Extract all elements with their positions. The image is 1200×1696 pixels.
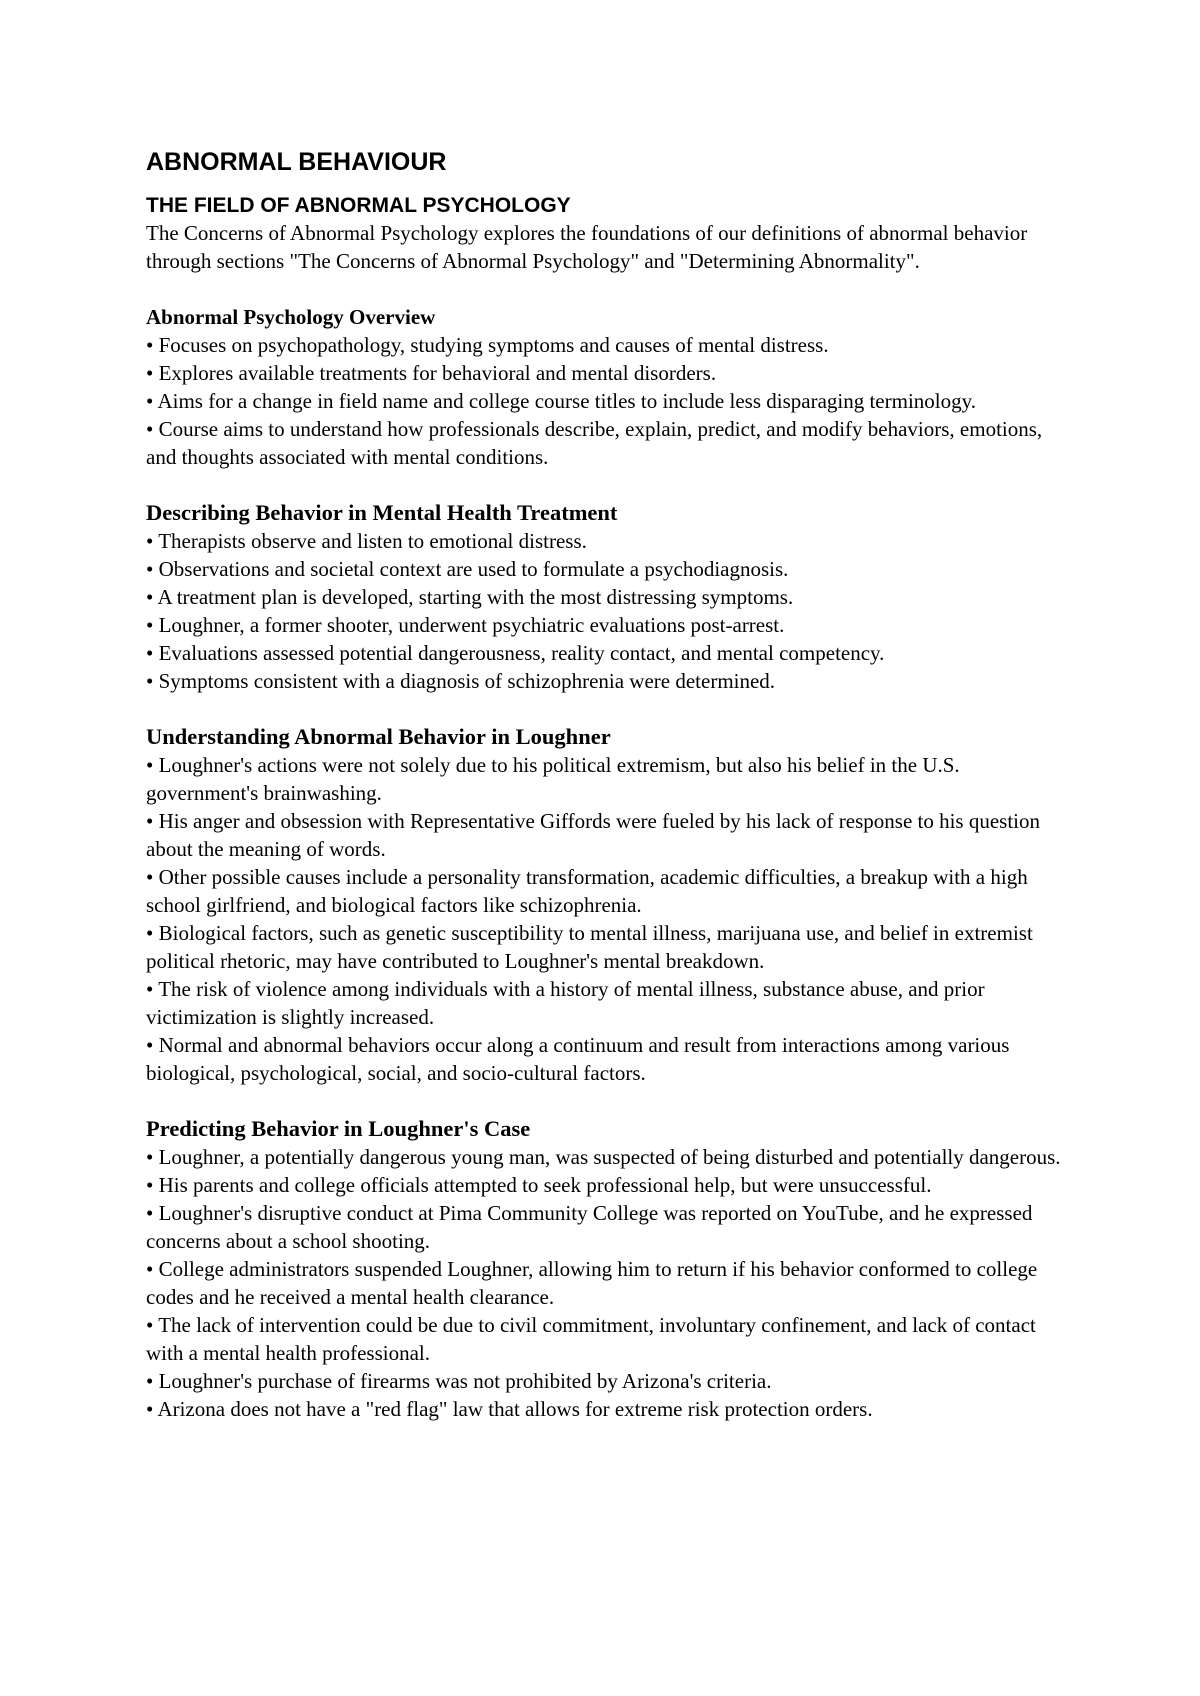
section-describing (146, 499, 1076, 695)
section-heading: Abnormal Psychology Overview (146, 305, 436, 329)
bullet-item: • Loughner's disruptive conduct at Pima Community College was reported on YouTube, and he expressed concerns about a school shooting. (146, 1201, 1033, 1253)
bullet-item: • A treatment plan is developed, starting with the most distressing symptoms. (146, 585, 794, 609)
bullet-item: • The risk of violence among individuals with a history of mental illness, substance abuse, and prior victimization is slightly increased. (146, 977, 985, 1029)
bullet-item: • His anger and obsession with Representative Giffords were fueled by his lack of response to his question about the meaning of words. (146, 809, 1041, 861)
bullet-item: • College administrators suspended Loughner, allowing him to return if his behavior conformed to college codes and he received a mental health clearance. (146, 1257, 1038, 1309)
bullet-item: • Loughner, a former shooter, underwent psychiatric evaluations post-arrest. (146, 613, 785, 637)
bullet-item: • Aims for a change in field name and college course titles to include less disparaging terminology. (146, 389, 977, 413)
bullet-item: • Therapists observe and listen to emotional distress. (146, 529, 587, 553)
section-heading: Describing Behavior in Mental Health Treatment (146, 500, 618, 525)
bullet-item: • Focuses on psychopathology, studying symptoms and causes of mental distress. (146, 333, 829, 357)
bullet-item: • Biological factors, such as genetic susceptibility to mental illness, marijuana use, and belief in extremist political rhetoric, may have contributed to Loughner's mental breakdown. (146, 921, 1033, 973)
bullet-item: • Explores available treatments for behavioral and mental disorders. (146, 361, 717, 385)
bullet-item: • Evaluations assessed potential dangerousness, reality contact, and mental competency. (146, 641, 885, 665)
bullet-item: • Loughner's actions were not solely due to his political extremism, but also his belief in the U.S. government's brainwashing. (146, 753, 960, 805)
document-subtitle: THE FIELD OF ABNORMAL PSYCHOLOGY (146, 194, 571, 217)
document-page (146, 146, 1076, 1451)
bullet-item: • Course aims to understand how professionals describe, explain, predict, and modify behaviors, emotions, and thoughts associated with mental conditions. (146, 417, 1043, 469)
bullet-item: • Arizona does not have a "red flag" law that allows for extreme risk protection orders. (146, 1397, 873, 1421)
section-heading: Predicting Behavior in Loughner's Case (146, 1116, 531, 1141)
section-predicting (146, 1115, 1076, 1423)
bullet-list (146, 527, 1076, 695)
section-understanding (146, 723, 1076, 1087)
bullet-item: • Loughner, a potentially dangerous young man, was suspected of being disturbed and potentially dangerous. (146, 1145, 1061, 1169)
document-title: ABNORMAL BEHAVIOUR (146, 148, 447, 176)
intro-paragraph: The Concerns of Abnormal Psychology explores the foundations of our definitions of abnormal behavior through sections "The Concerns of Abnormal Psychology" and "Determining Abnormality". (146, 221, 1028, 273)
bullet-item: • The lack of intervention could be due to civil commitment, involuntary confinement, and lack of contact with a mental health professional. (146, 1313, 1036, 1365)
bullet-item: • Normal and abnormal behaviors occur along a continuum and result from interactions among various biological, psychological, social, and socio-cultural factors. (146, 1033, 1010, 1085)
bullet-item: • Symptoms consistent with a diagnosis of schizophrenia were determined. (146, 669, 776, 693)
bullet-item: • Observations and societal context are used to formulate a psychodiagnosis. (146, 557, 789, 581)
section-overview (146, 303, 1076, 471)
bullet-list (146, 751, 1076, 1087)
bullet-list (146, 331, 1076, 471)
bullet-item: • Loughner's purchase of firearms was not prohibited by Arizona's criteria. (146, 1369, 772, 1393)
section-heading: Understanding Abnormal Behavior in Loughner (146, 724, 611, 749)
bullet-item: • His parents and college officials attempted to seek professional help, but were unsuccessful. (146, 1173, 932, 1197)
bullet-list (146, 1143, 1076, 1423)
bullet-item: • Other possible causes include a personality transformation, academic difficulties, a breakup with a high school girlfriend, and biological factors like schizophrenia. (146, 865, 1028, 917)
